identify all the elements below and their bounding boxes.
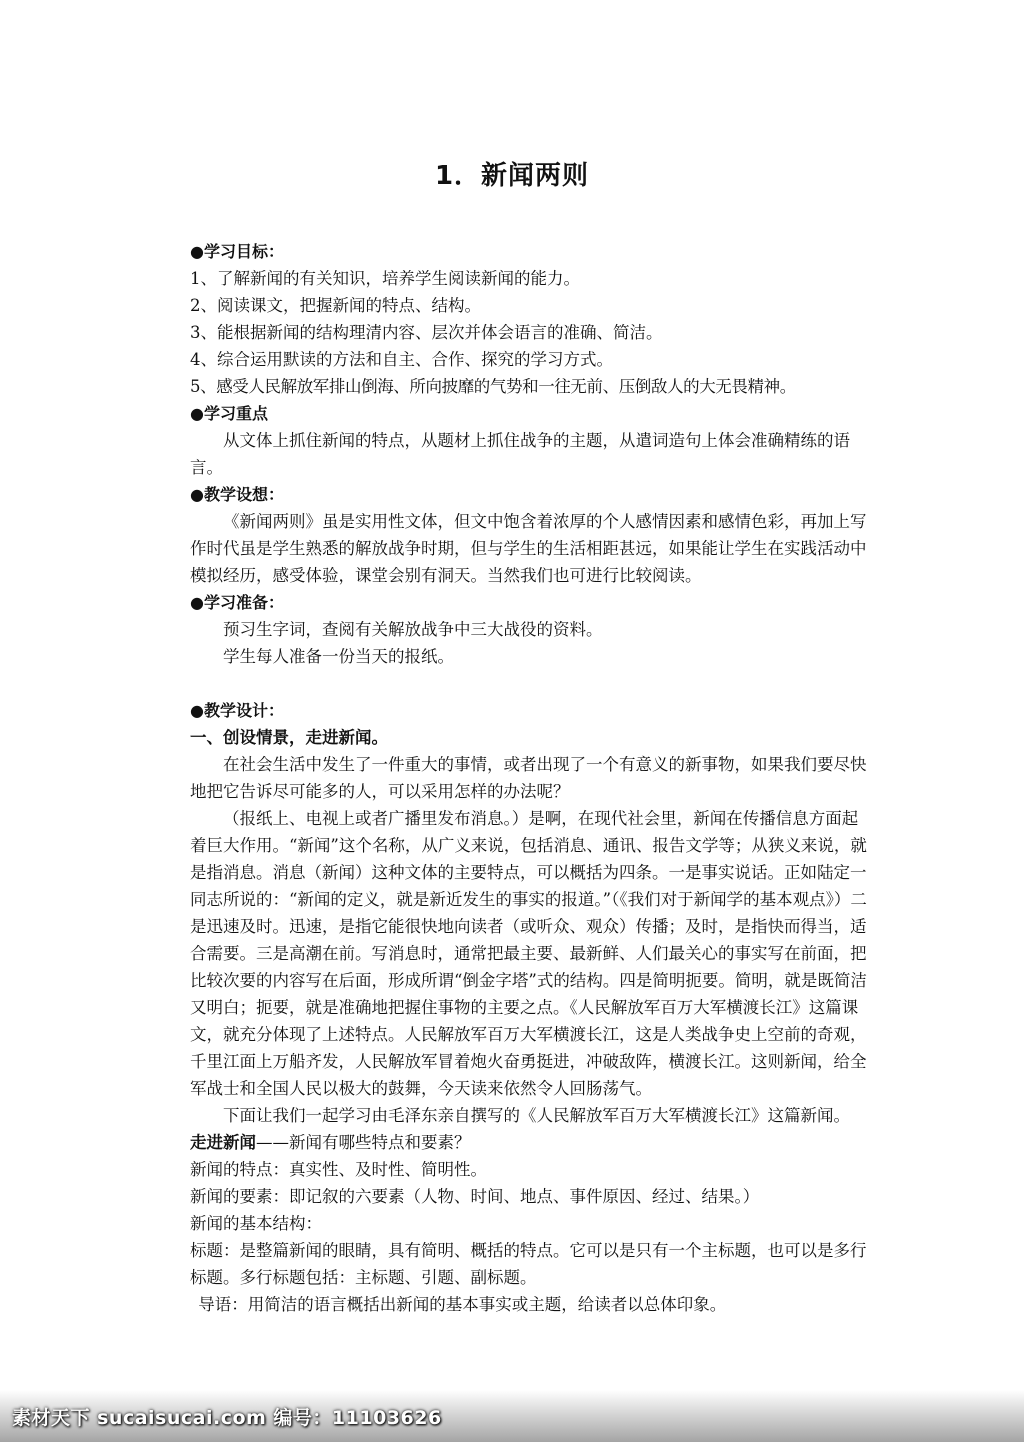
body-paragraph: 在社会生活中发生了一件重大的事情，或者出现了一个有意义的新事物，如果我们要尽快地把它告诉尽可能多的人，可以采用怎样的办法呢？: [190, 755, 867, 801]
prep-item: 学生每人准备一份当天的报纸。: [223, 647, 454, 666]
walk-question: ——新闻有哪些特点和要素？: [256, 1133, 471, 1152]
idea-heading: ●教学设想：: [190, 485, 284, 504]
goal-item: 3、能根据新闻的结构理清内容、层次并体会语言的准确、简洁。: [190, 323, 663, 342]
features-line: 新闻的特点：真实性、及时性、简明性。: [190, 1160, 487, 1179]
prep-item: 预习生字词，查阅有关解放战争中三大战役的资料。: [223, 620, 603, 639]
goal-item: 5、感受人民解放军排山倒海、所向披靡的气势和一往无前、压倒敌人的大无畏精神。: [190, 377, 796, 396]
elements-line: 新闻的要素：即记叙的六要素（人物、时间、地点、事件原因、经过、结果。）: [190, 1187, 760, 1206]
body-paragraph: 下面让我们一起学习由毛泽东亲自撰写的《人民解放军百万大军横渡长江》这篇新闻。: [223, 1106, 850, 1125]
goal-item: 2、阅读课文，把握新闻的特点、结构。: [190, 296, 481, 315]
goal-item: 1、了解新闻的有关知识，培养学生阅读新闻的能力。: [190, 269, 580, 288]
focus-heading: ●学习重点: [190, 404, 268, 423]
idea-paragraph: 《新闻两则》虽是实用性文体，但文中饱含着浓厚的个人感情因素和感情色彩，再加上写作时代虽是学生熟悉的解放战争时期，但与学生的生活相距甚远，如果能让学生在实践活动中模拟经历，感受体验，课堂会别有洞天。当然我们也可进行比较阅读。: [190, 512, 867, 585]
spacer: [190, 670, 870, 697]
page-title: 1．新闻两则: [434, 161, 590, 191]
structure-line: 新闻的基本结构：: [190, 1214, 322, 1233]
focus-paragraph: 从文体上抓住新闻的特点，从题材上抓住战争的主题，从遣词造句上体会准确精练的语言。: [190, 431, 850, 477]
walk-line: [190, 1129, 870, 1156]
lead-paragraph: 导语：用简洁的语言概括出新闻的基本事实或主题，给读者以总体印象。: [198, 1295, 727, 1314]
watermark-text: 素材天下 sucaisucai.com 编号：11103626: [12, 1407, 442, 1429]
document-body: [190, 238, 870, 1318]
section-heading: 一、创设情景，走进新闻。: [190, 728, 388, 747]
goal-item: 4、综合运用默读的方法和自主、合作、探究的学习方式。: [190, 350, 613, 369]
goals-heading: ●学习目标：: [190, 242, 284, 261]
design-heading: ●教学设计：: [190, 701, 284, 720]
prep-heading: ●学习准备：: [190, 593, 284, 612]
body-paragraph: （报纸上、电视上或者广播里发布消息。）是啊，在现代社会里，新闻在传播信息方面起着巨大作用。“新闻”这个名称，从广义来说，包括消息、通讯、报告文学等；从狭义来说，就是指消息。消息（新闻）这种文体的主要特点，可以概括为四条。一是事实说话。正如陆定一同志所说的：“新闻的定义，就是新近发生的事实的报道。”（《我们对于新闻学的基本观点》）二是迅速及时。迅速，是指它能很快地向读者（或听众、观众）传播；及时，是指快而得当，适合需要。三是高潮在前。写消息时，通常把最主要、最新鲜、人们最关心的事实写在前面，把比较次要的内容写在后面，形成所谓“倒金字塔”式的结构。四是简明扼要。简明，就是既简洁又明白；扼要，就是准确地把握住事物的主要之点。《人民解放军百万大军横渡长江》这篇课文，就充分体现了上述特点。人民解放军百万大军横渡长江，这是人类战争史上空前的奇观，千里江面上万船齐发，人民解放军冒着炮火奋勇挺进，冲破敌阵，横渡长江。这则新闻，给全军战士和全国人民以极大的鼓舞，今天读来依然令人回肠荡气。: [190, 809, 867, 1098]
watermark-bar: [0, 1390, 1024, 1442]
walk-label: 走进新闻: [190, 1133, 256, 1152]
headline-paragraph: 标题：是整篇新闻的眼睛，具有简明、概括的特点。它可以是只有一个主标题，也可以是多行标题。多行标题包括：主标题、引题、副标题。: [190, 1241, 867, 1287]
